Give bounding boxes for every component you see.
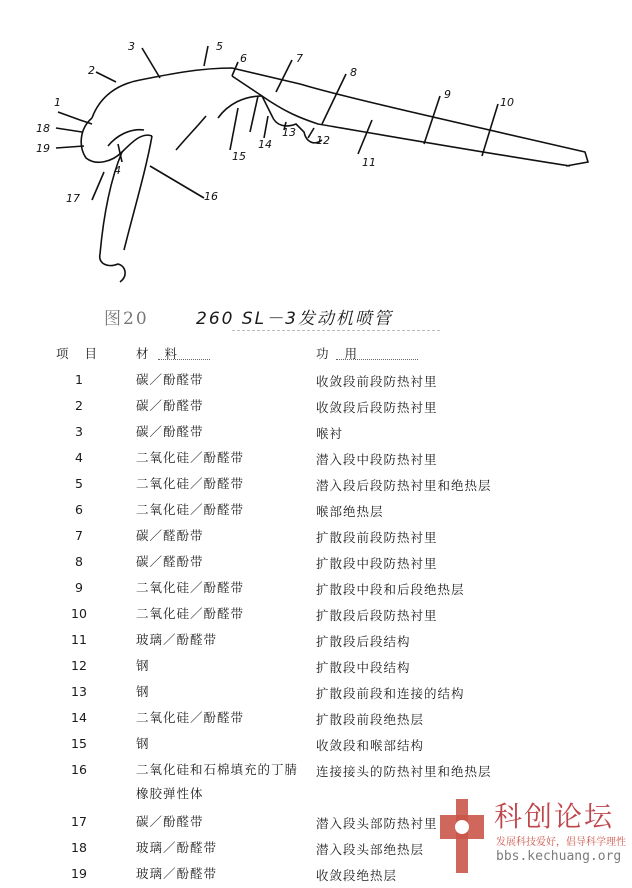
caption-rule (232, 330, 440, 331)
table-row (0, 706, 632, 732)
callout-12: 12 (316, 134, 330, 147)
table-row (0, 654, 632, 680)
header-item: 项 目 (56, 346, 103, 361)
leader-14 (264, 116, 268, 138)
header-material-underline (158, 359, 210, 360)
table-row (0, 628, 632, 654)
row-material: 钢 (136, 684, 150, 699)
watermark-url: bbs.kechuang.org (496, 849, 622, 864)
row-number: 17 (71, 814, 87, 829)
row-number: 11 (71, 632, 87, 647)
callout-11: 11 (362, 156, 376, 169)
row-function: 连接接头的防热衬里和绝热层 (316, 764, 492, 779)
row-material: 碳／酚醛带 (136, 372, 204, 387)
row-material: 碳／醛酚带 (136, 528, 204, 543)
row-number: 9 (75, 580, 83, 595)
leader-11 (358, 120, 372, 154)
row-function: 收敛段后段防热衬里 (316, 400, 438, 415)
row-number: 14 (71, 710, 87, 725)
row-number: 10 (71, 606, 87, 621)
table-row (0, 550, 632, 576)
row-function: 扩散段前段和连接的结构 (316, 686, 465, 701)
figure-title: 260 SL－3发动机喷管 (196, 309, 393, 329)
leader-8 (322, 74, 346, 124)
row-material: 碳／酚醛带 (136, 424, 204, 439)
figure-caption (0, 302, 632, 332)
table-row (0, 602, 632, 628)
table-header (0, 342, 632, 364)
row-number: 8 (75, 554, 83, 569)
leader-16 (150, 166, 204, 198)
row-function: 扩散段前段绝热层 (316, 712, 425, 727)
figure-number: 图20 (104, 309, 149, 329)
row-function: 收敛段和喉部结构 (316, 738, 425, 753)
row-material: 钢 (136, 736, 150, 751)
watermark-slogan: 发展科技爱好，倡导科学理性 (496, 837, 626, 848)
callout-6: 6 (240, 52, 247, 65)
callout-8: 8 (350, 66, 357, 79)
row-function: 喉部绝热层 (316, 504, 384, 519)
row-function: 扩散段后段防热衬里 (316, 608, 438, 623)
joint-body (100, 152, 125, 282)
row-function: 收敛段前段防热衬里 (316, 374, 438, 389)
lower-flange (176, 116, 206, 150)
row-function: 潜入段中段防热衬里 (316, 452, 438, 467)
row-function: 扩散段中段防热衬里 (316, 556, 438, 571)
callout-2: 2 (88, 64, 95, 77)
leader-3 (142, 48, 160, 78)
callout-14: 14 (258, 138, 272, 151)
row-number: 5 (75, 476, 83, 491)
row-material: 二氧化硅／酚醛带 (136, 580, 245, 595)
row-material: 二氧化硅／酚醛带 (136, 450, 245, 465)
leader-7 (276, 60, 292, 92)
table-row (0, 394, 632, 420)
joint-body-inner (124, 136, 152, 250)
leader-1 (58, 112, 92, 124)
nozzle-inner-contour (232, 76, 570, 166)
leader-2 (96, 72, 116, 82)
row-function: 扩散段中段和后段绝热层 (316, 582, 465, 597)
table-row (0, 524, 632, 550)
row-function: 潜入段后段防热衬里和绝热层 (316, 478, 492, 493)
row-number: 1 (75, 372, 83, 387)
row-material: 二氧化硅／酚醛带 (136, 710, 245, 725)
row-function: 潜入段头部防热衬里 (316, 816, 438, 831)
row-function: 潜入段头部绝热层 (316, 842, 425, 857)
row-material: 钢 (136, 658, 150, 673)
row-material: 二氧化硅／酚醛带 (136, 476, 245, 491)
callout-1: 1 (54, 96, 61, 109)
row-material: 碳／酚醛带 (136, 398, 204, 413)
callout-4: 4 (114, 164, 121, 177)
leader-9 (424, 96, 440, 144)
row-number: 16 (71, 762, 87, 777)
submerged-head (81, 118, 152, 162)
callout-3: 3 (128, 40, 135, 53)
row-number: 7 (75, 528, 83, 543)
row-material: 玻璃／酚醛带 (136, 866, 218, 881)
table-row (0, 368, 632, 394)
row-number: 15 (71, 736, 87, 751)
row-number: 3 (75, 424, 83, 439)
row-function: 扩散段后段结构 (316, 634, 411, 649)
watermark-logo-icon (432, 793, 492, 879)
row-material: 玻璃／酚醛带 (136, 632, 218, 647)
table-row (0, 732, 632, 758)
nozzle-outer-contour (92, 68, 588, 166)
throat-line (250, 96, 258, 132)
nozzle-diagram (0, 20, 632, 300)
callout-10: 10 (500, 96, 514, 109)
row-number: 18 (71, 840, 87, 855)
table-row (0, 472, 632, 498)
callout-7: 7 (296, 52, 303, 65)
header-function: 功 用 (316, 346, 363, 361)
row-number: 2 (75, 398, 83, 413)
row-material: 玻璃／酚醛带 (136, 840, 218, 855)
row-material: 二氧化硅／酚醛带 (136, 502, 245, 517)
row-material: 碳／酚醛带 (136, 814, 204, 829)
row-number: 6 (75, 502, 83, 517)
header-function-underline (336, 359, 418, 360)
callout-17: 17 (66, 192, 80, 205)
callout-5: 5 (216, 40, 223, 53)
callout-19: 19 (36, 142, 50, 155)
row-material: 二氧化硅／酚醛带 (136, 606, 245, 621)
row-function: 收敛段绝热层 (316, 868, 398, 883)
callout-18: 18 (36, 122, 50, 135)
callout-15: 15 (232, 150, 246, 163)
table-row (0, 420, 632, 446)
leader-5 (204, 46, 208, 66)
table-row (0, 680, 632, 706)
row-number: 19 (71, 866, 87, 881)
row-function: 扩散段前段防热衬里 (316, 530, 438, 545)
table-row (0, 576, 632, 602)
leader-18 (56, 128, 82, 132)
row-number: 13 (71, 684, 87, 699)
row-material: 二氧化硅和石棉填充的丁腈橡胶弹性体 (136, 762, 299, 801)
leader-15 (230, 108, 238, 150)
callout-13: 13 (282, 126, 296, 139)
row-material: 碳／醛酚带 (136, 554, 204, 569)
leader-12 (308, 128, 314, 138)
row-number: 12 (71, 658, 87, 673)
callout-16: 16 (204, 190, 218, 203)
row-function: 喉衬 (316, 426, 344, 441)
leader-17 (92, 172, 104, 200)
row-function: 扩散段中段结构 (316, 660, 411, 675)
leader-10 (482, 104, 498, 156)
table-row (0, 498, 632, 524)
leader-19 (56, 146, 84, 148)
table-row (0, 446, 632, 472)
header-material: 材 料 (136, 346, 183, 361)
watermark (432, 787, 632, 887)
watermark-title: 科创论坛 (494, 800, 615, 833)
row-number: 4 (75, 450, 83, 465)
callout-9: 9 (444, 88, 451, 101)
